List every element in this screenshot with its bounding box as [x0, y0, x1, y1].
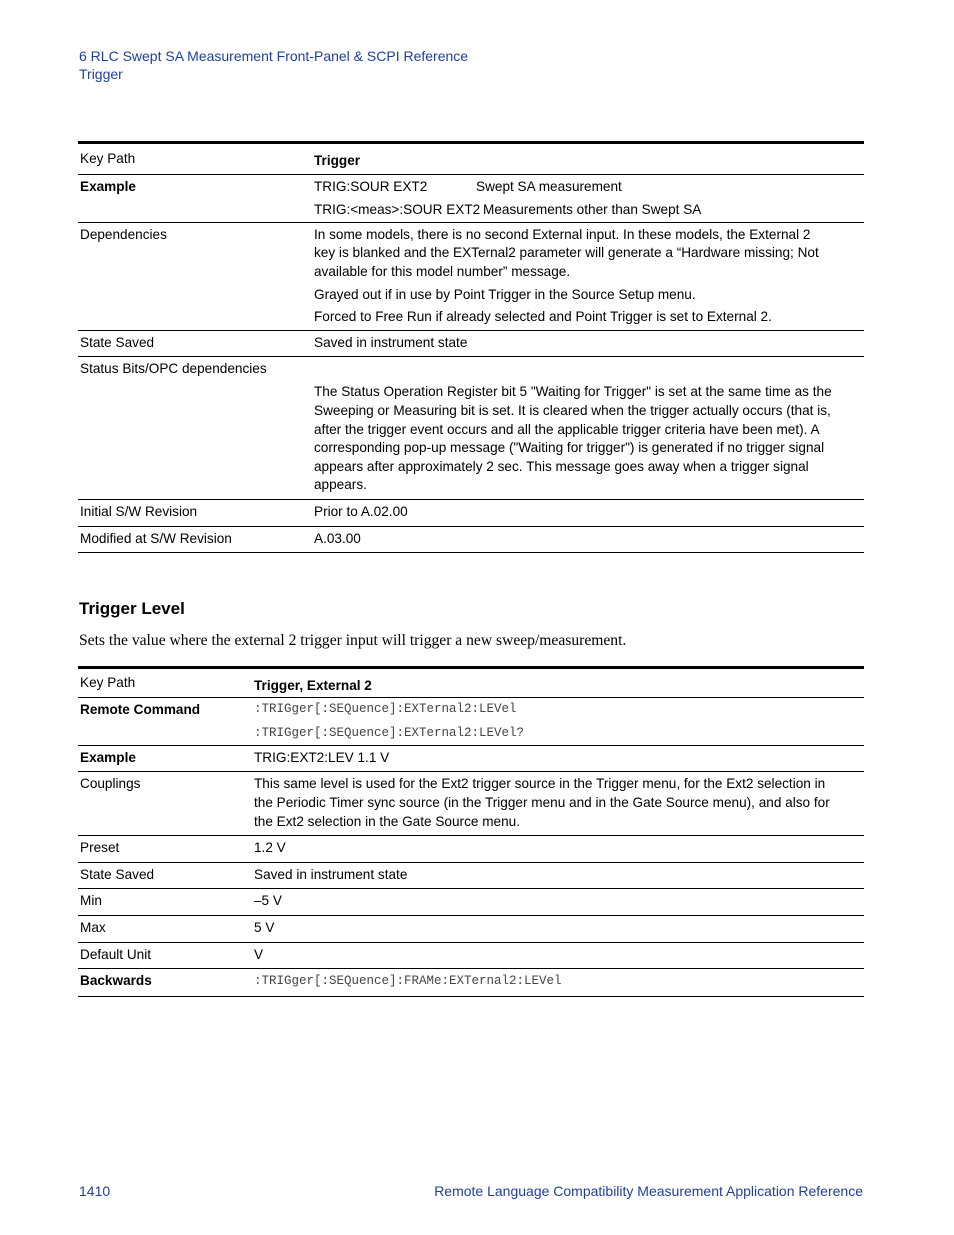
max-row: [78, 915, 864, 942]
example-description: Measurements other than Swept SA: [483, 202, 702, 218]
remote-command-query: :TRIGger[:SEQuence]:EXTernal2:LEVel: [254, 701, 517, 716]
section-heading: Trigger: [79, 66, 123, 82]
trigger-level-title: Trigger Level: [79, 599, 185, 618]
backwards-command: :TRIGger[:SEQuence]:FRAMe:EXTernal2:LEVel: [254, 974, 562, 989]
example-label: Example: [78, 745, 254, 772]
remote-command-query: :TRIGger[:SEQuence]:EXTernal2:LEVel?: [254, 726, 525, 741]
key-path-value: Trigger: [314, 153, 361, 168]
key-path-label: Key Path: [80, 151, 136, 166]
example-value: TRIG:EXT2:LEV 1.1 V: [254, 745, 864, 772]
dependencies-paragraph: Forced to Free Run if already selected and Point Trigger is set to External 2.: [314, 309, 772, 325]
key-path-row: [78, 143, 864, 175]
example-command: TRIG:SOUR EXT2: [314, 178, 428, 194]
dependencies-paragraph: In some models, there is no second External input. In these models, the External 2 key is blanked and the EXTernal2 parameter will generate a “Hardware missing; Not available for this model number” message.: [314, 226, 819, 279]
default-unit-value: V: [254, 942, 864, 969]
page-number: 1410: [79, 1183, 111, 1199]
example-row: [78, 745, 864, 772]
max-label: Max: [78, 915, 254, 942]
modified-revision-row: [78, 526, 864, 553]
key-path-value: Trigger, External 2: [254, 678, 372, 693]
example-description: Swept SA measurement: [476, 178, 622, 194]
min-row: [78, 889, 864, 916]
default-unit-row: [78, 942, 864, 969]
status-bits-value: The Status Operation Register bit 5 "Waiting for Trigger" is set at the same time as the Sweeping or Measuring bit is set. It is cleared when the trigger actually occurs (that is, after the trigger event occurs and all the applicable trigger criteria have been met). A corresponding pop-up message ("Waiting for trigger") is generated if no trigger signal appears after approximately 2 sec. This message goes away when a trigger signal appears.: [314, 357, 864, 500]
state-saved-value: Saved in instrument state: [314, 330, 864, 357]
status-bits-row: [78, 357, 864, 500]
backwards-label: Backwards: [78, 969, 254, 997]
state-saved-label: State Saved: [78, 862, 254, 889]
initial-revision-label: Initial S/W Revision: [78, 499, 314, 526]
key-path-label: Key Path: [80, 675, 136, 690]
couplings-value: This same level is used for the Ext2 trigger source in the Trigger menu, for the Ext2 selection in the Periodic Timer sync source (in the Trigger menu and in the Gate Source menu), and also for the Ext2 selection in the Gate Source menu.: [254, 772, 864, 836]
example-command: TRIG:<meas>:SOUR EXT2: [314, 202, 481, 218]
example-line: [314, 178, 864, 197]
min-value: –5 V: [254, 889, 864, 916]
initial-revision-row: [78, 499, 864, 526]
status-bits-label: Status Bits/OPC dependencies: [78, 357, 314, 500]
trigger-level-intro: Sets the value where the external 2 trigger input will trigger a new sweep/measurement.: [79, 632, 627, 649]
dependencies-label: Dependencies: [78, 222, 314, 330]
document-title: Remote Language Compatibility Measurement Application Reference: [434, 1183, 863, 1199]
initial-revision-value: Prior to A.02.00: [314, 499, 864, 526]
example-label: Example: [78, 174, 314, 222]
chapter-heading: 6 RLC Swept SA Measurement Front-Panel & SCPI Reference: [79, 48, 469, 64]
preset-label: Preset: [78, 836, 254, 863]
example-row: [78, 174, 864, 222]
state-saved-row: [78, 330, 864, 357]
example-line: [314, 201, 864, 220]
trigger-level-table: [78, 666, 864, 997]
state-saved-value: Saved in instrument state: [254, 862, 864, 889]
preset-row: [78, 836, 864, 863]
dependencies-row: [78, 222, 864, 330]
min-label: Min: [78, 889, 254, 916]
trigger-ext2-table: [78, 141, 864, 553]
default-unit-label: Default Unit: [78, 942, 254, 969]
max-value: 5 V: [254, 915, 864, 942]
key-path-row: [78, 668, 864, 698]
remote-command-label: Remote Command: [78, 697, 254, 745]
modified-revision-label: Modified at S/W Revision: [78, 526, 314, 553]
state-saved-row: [78, 862, 864, 889]
couplings-label: Couplings: [78, 772, 254, 836]
dependencies-paragraph: Grayed out if in use by Point Trigger in the Source Setup menu.: [314, 286, 696, 302]
preset-value: 1.2 V: [254, 836, 864, 863]
modified-revision-value: A.03.00: [314, 526, 864, 553]
backwards-row: [78, 969, 864, 997]
state-saved-label: State Saved: [78, 330, 314, 357]
couplings-row: [78, 772, 864, 836]
remote-command-row: [78, 697, 864, 745]
